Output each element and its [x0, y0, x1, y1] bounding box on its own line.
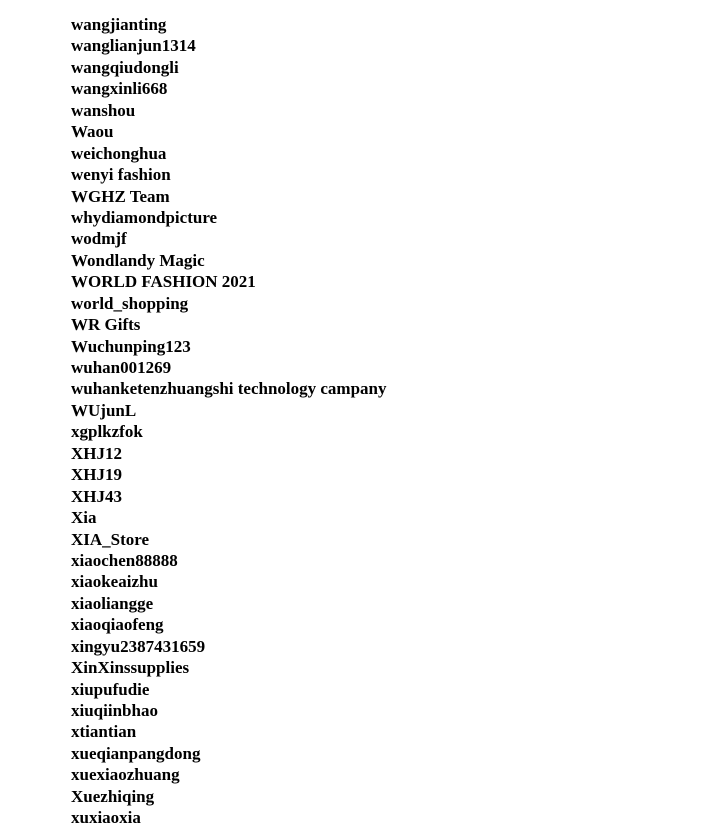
list-item: wuhanketenzhuangshi technology campany [71, 379, 387, 399]
list-item: wangqiudongli [71, 57, 179, 77]
list-item: Wuchunping123 [71, 336, 191, 356]
list-item: wanshou [71, 100, 136, 120]
list-item: xingyu2387431659 [71, 636, 206, 656]
list-item: xuexiaozhuang [71, 765, 180, 785]
list-item: xiupufudie [71, 679, 150, 699]
list-item: xiaoqiaofeng [71, 615, 164, 635]
list-item: whydiamondpicture [71, 207, 218, 227]
list-item: Waou [71, 122, 114, 142]
list-item: weichonghua [71, 143, 167, 163]
list-item: WGHZ Team [71, 186, 170, 206]
list-item: wenyi fashion [71, 165, 171, 185]
list-item: WR Gifts [71, 315, 141, 335]
list-item: Xia [71, 508, 97, 528]
list-item: XIA_Store [71, 529, 150, 549]
list-item: WORLD FASHION 2021 [71, 272, 256, 292]
list-item: xiuqiinbhao [71, 701, 158, 720]
list-item: xueqianpangdong [71, 743, 201, 763]
list-item: XinXinssupplies [71, 658, 190, 678]
list-item: Wondlandy Magic [71, 250, 205, 270]
list-item: wodmjf [71, 229, 127, 249]
list-item: xtiantian [71, 722, 137, 742]
list-item: Xuezhiqing [71, 786, 155, 806]
list-item: wuhan001269 [71, 358, 172, 377]
name-list [71, 14, 691, 829]
list-item: xiaoliangge [71, 593, 154, 613]
list-item: xiaochen88888 [71, 550, 178, 570]
list-item: xiaokeaizhu [71, 572, 158, 592]
list-item: wangjianting [71, 15, 167, 34]
list-item: WUjunL [71, 400, 137, 420]
list-item: XHJ19 [71, 465, 122, 485]
list-item: XHJ43 [71, 486, 122, 506]
list-item: wanglianjun1314 [71, 36, 196, 56]
list-item: xgplkzfok [71, 422, 143, 442]
list-item: world_shopping [71, 293, 189, 313]
list-item: xuxiaoxia [71, 808, 141, 828]
list-item: XHJ12 [71, 443, 122, 463]
list-item: wangxinli668 [71, 79, 168, 99]
